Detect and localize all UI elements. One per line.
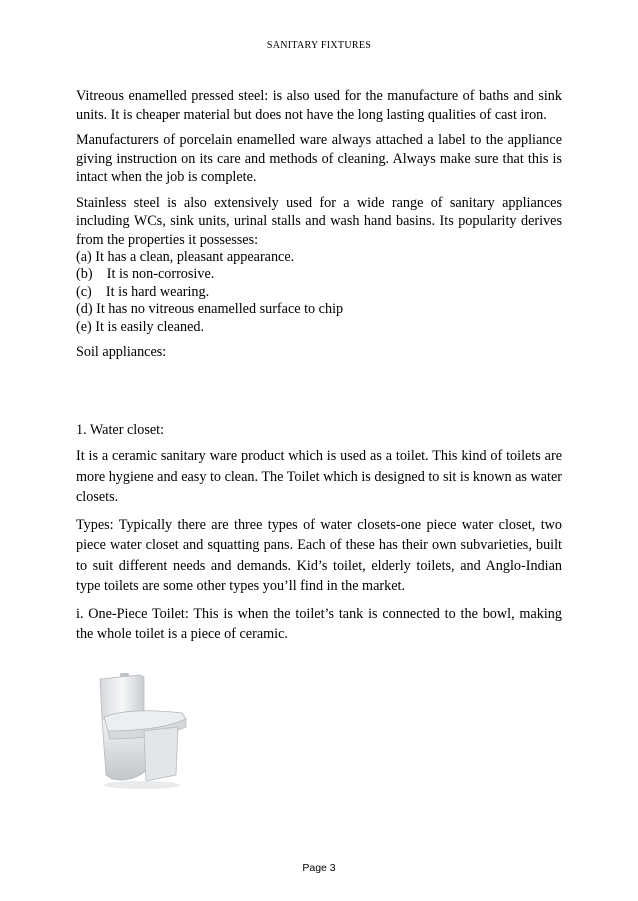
page-number: Page 3 (302, 862, 336, 874)
properties-list (76, 249, 562, 336)
paragraph-stainless-steel: Stainless steel is also extensively used for a wide range of sanitary appliances including WCs, sink units, urinal stalls and wash hand basins. Its popularity derives from the properties it possesses: (76, 194, 562, 248)
list-item: (a) It has a clean, pleasant appearance. (76, 249, 295, 265)
paragraph-vitreous-steel: Vitreous enamelled pressed steel: is also used for the manufacture of baths and sink units. It is cheaper material but does not have the long lasting qualities of cast iron. (76, 88, 562, 123)
list-item: (c) It is hard wearing. (76, 283, 210, 300)
water-closet-heading: 1. Water closet: (76, 421, 165, 438)
paragraph-porcelain-label: Manufacturers of porcelain enamelled ware always attached a label to the appliance giving instruction on its care and methods of cleaning. Always make sure that this is intact when the job is complete. (76, 132, 562, 185)
list-item: (e) It is easily cleaned. (76, 318, 205, 335)
page-header: SANITARY FIXTURES (266, 40, 372, 51)
paragraph-one-piece-toilet: i. One-Piece Toilet: This is when the toilet’s tank is connected to the bowl, making the whole toilet is a piece of ceramic. (76, 605, 562, 643)
paragraph-water-closet: It is a ceramic sanitary ware product which is used as a toilet. This kind of toilets are more hygiene and easy to clean. The Toilet which is designed to sit is known as water closets. (76, 448, 562, 506)
page-body (76, 87, 562, 652)
soil-appliances-heading: Soil appliances: (76, 344, 167, 361)
list-item: (b) It is non-corrosive. (76, 266, 215, 283)
list-item: (d) It has no vitreous enamelled surface to chip (76, 301, 344, 318)
one-piece-toilet-image (90, 671, 194, 791)
paragraph-types: Types: Typically there are three types of water closets-one piece water closet, two piece water closet and squatting pans. Each of these has their own subvarieties, built to suit different needs and demands. Kid’s toilet, elderly toilets, and Anglo-Indian type toilets are some other types you’ll find in the market. (76, 516, 562, 595)
